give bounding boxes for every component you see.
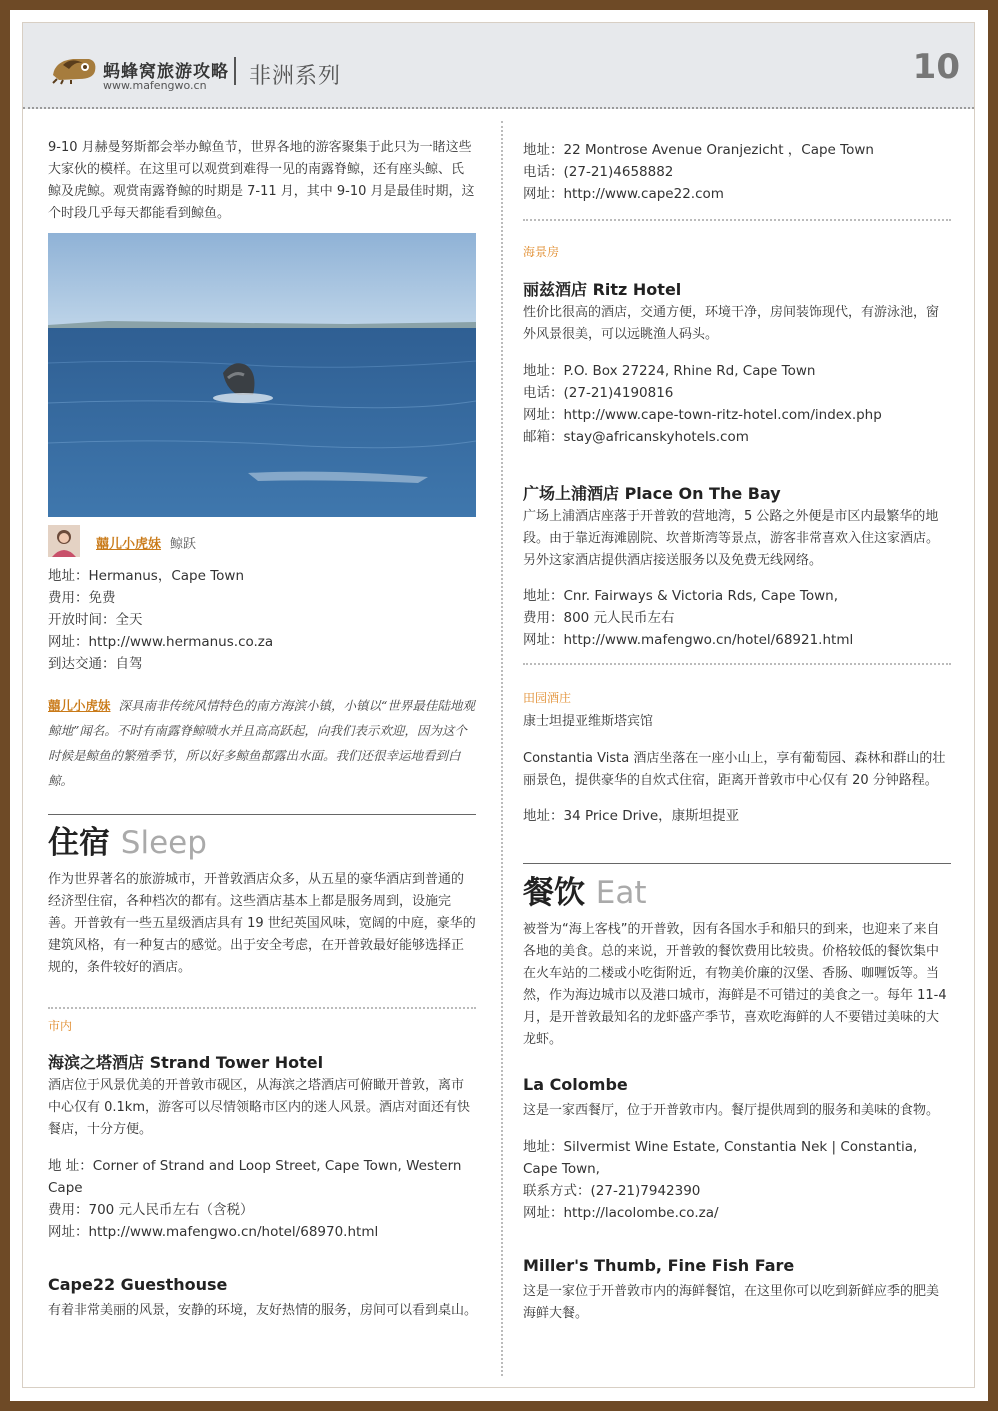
column-divider — [501, 121, 503, 1376]
dotted-rule — [523, 663, 951, 665]
vista-hotel-desc: Constantia Vista 酒店坐落在一座小山上，享有葡萄园、森林和群山的壮丽景色，提供豪华的自炊式住宿，距离开普敦市中心仅有 20 分钟路程。 — [523, 751, 946, 788]
cape22-url[interactable]: 网址：http://www.cape22.com — [523, 186, 724, 202]
sleep-title-cn: 住宿 — [48, 825, 110, 861]
eat-title-cn: 餐饮 — [523, 875, 585, 911]
brand-name: 蚂蜂窝旅游攻略 — [103, 62, 229, 82]
header-divider — [234, 57, 236, 85]
info-line: 网址：http://www.hermanus.co.za — [48, 634, 274, 650]
info-line: 到达交通：自驾 — [48, 656, 143, 672]
guide-page — [22, 22, 975, 1388]
photo-author-link[interactable]: 囍儿小虎妹 — [96, 537, 162, 552]
sleep-section-title — [48, 817, 207, 862]
millers-thumb-title: Miller's Thumb, Fine Fish Fare — [523, 1256, 795, 1275]
series-title: 非洲系列 — [249, 64, 342, 89]
info-line: 地址：Hermanus，Cape Town — [48, 568, 245, 584]
whale-intro: 9-10 月赫曼努斯都会举办鲸鱼节，世界各地的游客聚集于此只为一睹这些大家伙的模样。在这里可以观赏到难得一见的南露脊鲸，还有座头鲸、氏鲸及虎鲸。观赏南露脊鲸的时期是 7-11 月，其中 9-10 月是最佳时期，这个时段几乎每天都能看到鲸鱼。 — [48, 140, 475, 221]
page-number: 10 — [912, 47, 960, 87]
section-rule — [48, 814, 476, 815]
vista-hotel-title: 康士坦提亚维斯塔宾馆 — [523, 714, 654, 729]
sleep-title-en: Sleep — [120, 825, 207, 861]
ritz-email[interactable]: 邮箱：stay@africanskyhotels.com — [523, 429, 749, 445]
eat-intro: 被誉为“海上客栈”的开普敦，因有各国水手和船只的到来，也迎来了来自各地的美食。总的来说，开普敦的餐饮费用比较贵。价格较低的餐饮集中在火车站的二楼或小吃街附近，有物美价廉的汉堡、香肠、咖喱饭等。当然，作为海边城市以及港口城市，海鲜是不可错过的美食之一。每年 11-4 月，是开普敦最知名的龙虾盛产季节，喜欢吃海鲜的人不要错过美味的大龙虾。 — [523, 922, 947, 1047]
info-line: 费用：免费 — [48, 590, 116, 606]
cape22-title: Cape22 Guesthouse — [48, 1275, 228, 1294]
bay-hotel-title: 广场上浦酒店 Place On The Bay — [523, 484, 781, 503]
eat-section-title — [523, 867, 647, 912]
category-winery: 田园酒庄 — [523, 691, 572, 705]
ritz-hotel-desc: 性价比很高的酒店，交通方便，环境干净，房间装饰现代，有游泳池，窗外风景很美，可以远眺渔人码头。 — [523, 305, 940, 342]
dotted-rule — [523, 219, 951, 221]
cape22-phone: 电话：(27-21)4658882 — [523, 164, 674, 180]
bay-url[interactable]: 网址：http://www.mafengwo.cn/hotel/68921.html — [523, 632, 854, 648]
strand-hotel-price: 费用：700 元人民币左右（含税） — [48, 1202, 254, 1218]
colombe-title: La Colombe — [523, 1075, 628, 1094]
strand-hotel-url[interactable]: 网址：http://www.mafengwo.cn/hotel/68970.html — [48, 1224, 379, 1240]
strand-hotel-desc: 酒店位于风景优美的开普敦市砚区，从海滨之塔酒店可俯瞰开普敦，离市中心仅有 0.1km，游客可以尽情领略市区内的迷人风景。酒店对面还有快餐店，十分方便。 — [48, 1078, 470, 1137]
eat-title-en: Eat — [595, 875, 647, 911]
ritz-hotel-title: 丽兹酒店 Ritz Hotel — [523, 280, 682, 299]
info-line: 开放时间：全天 — [48, 612, 143, 628]
page-header — [23, 23, 974, 109]
traveler-quote — [48, 693, 476, 793]
vista-address: 地址：34 Price Drive，康斯坦提亚 — [523, 808, 740, 824]
section-rule — [523, 863, 951, 864]
strand-hotel-title: 海滨之塔酒店 Strand Tower Hotel — [48, 1053, 324, 1072]
quote-author-link[interactable]: 囍儿小虎妹 — [48, 698, 111, 713]
colombe-address: 地址：Silvermist Wine Estate, Constantia Nek | Constantia, Cape Town, — [523, 1139, 918, 1177]
author-avatar[interactable] — [48, 525, 80, 557]
colombe-url[interactable]: 网址：http://lacolombe.co.za/ — [523, 1205, 719, 1221]
ritz-phone: 电话：(27-21)4190816 — [523, 385, 674, 401]
ritz-address: 地址：P.O. Box 27224, Rhine Rd, Cape Town — [523, 363, 816, 379]
whale-photo — [48, 233, 476, 517]
cape22-address: 地址：22 Montrose Avenue Oranjezicht ，Cape Town — [523, 142, 874, 158]
brand-url[interactable]: www.mafengwo.cn — [103, 79, 207, 92]
colombe-desc: 这是一家西餐厅，位于开普敦市内。餐厅提供周到的服务和美味的食物。 — [523, 1103, 940, 1118]
bay-address: 地址：Cnr. Fairways & Victoria Rds, Cape Town, — [523, 588, 838, 604]
millers-thumb-desc: 这是一家位于开普敦市内的海鲜餐馆，在这里你可以吃到新鲜应季的肥美海鲜大餐。 — [523, 1284, 940, 1321]
sleep-intro: 作为世界著名的旅游城市，开普敦酒店众多，从五星的豪华酒店到普通的经济型住宿，各种档次的都有。这些酒店基本上都是服务周到，设施完善。开普敦有一些五星级酒店具有 19 世纪英国风味，宽阔的中庭，豪华的建筑风格，有一种复古的感觉。出于安全考虑，在开普敦最好能够选择正规的，条件较好的酒店。 — [48, 872, 476, 975]
ritz-url[interactable]: 网址：http://www.cape-town-ritz-hotel.com/index.php — [523, 407, 882, 423]
strand-hotel-address: 地 址：Corner of Strand and Loop Street, Cape Town, Western Cape — [48, 1158, 462, 1196]
cape22-desc: 有着非常美丽的风景，安静的环境，友好热情的服务，房间可以看到桌山。 — [48, 1303, 478, 1318]
colombe-phone: 联系方式：(27-21)7942390 — [523, 1183, 701, 1199]
photo-caption: 鲸跃 — [170, 537, 197, 552]
mafengwo-logo-icon — [49, 53, 101, 85]
dotted-rule — [48, 1007, 476, 1009]
bay-hotel-desc: 广场上浦酒店座落于开普敦的营地湾，5 公路之外便是市区内最繁华的地段。由于靠近海滩剧院、坎普斯湾等景点，游客非常喜欢入住这家酒店。另外这家酒店提供酒店接送服务以及免费无线网络。 — [523, 509, 940, 568]
category-seaview: 海景房 — [523, 245, 560, 259]
bay-price: 费用：800 元人民币左右 — [523, 610, 675, 626]
quote-text: 深具南非传统风情特色的南方海滨小镇，小镇以“世界最佳陆地观鲸地”闻名。不时有南露脊鲸喷水并且高高跃起，向我们表示欢迎，因为这个时候是鲸鱼的繁殖季节，所以好多鲸鱼都露出水面。我们还很幸运地看到白鲸。 — [48, 698, 475, 788]
category-city: 市内 — [48, 1019, 73, 1033]
